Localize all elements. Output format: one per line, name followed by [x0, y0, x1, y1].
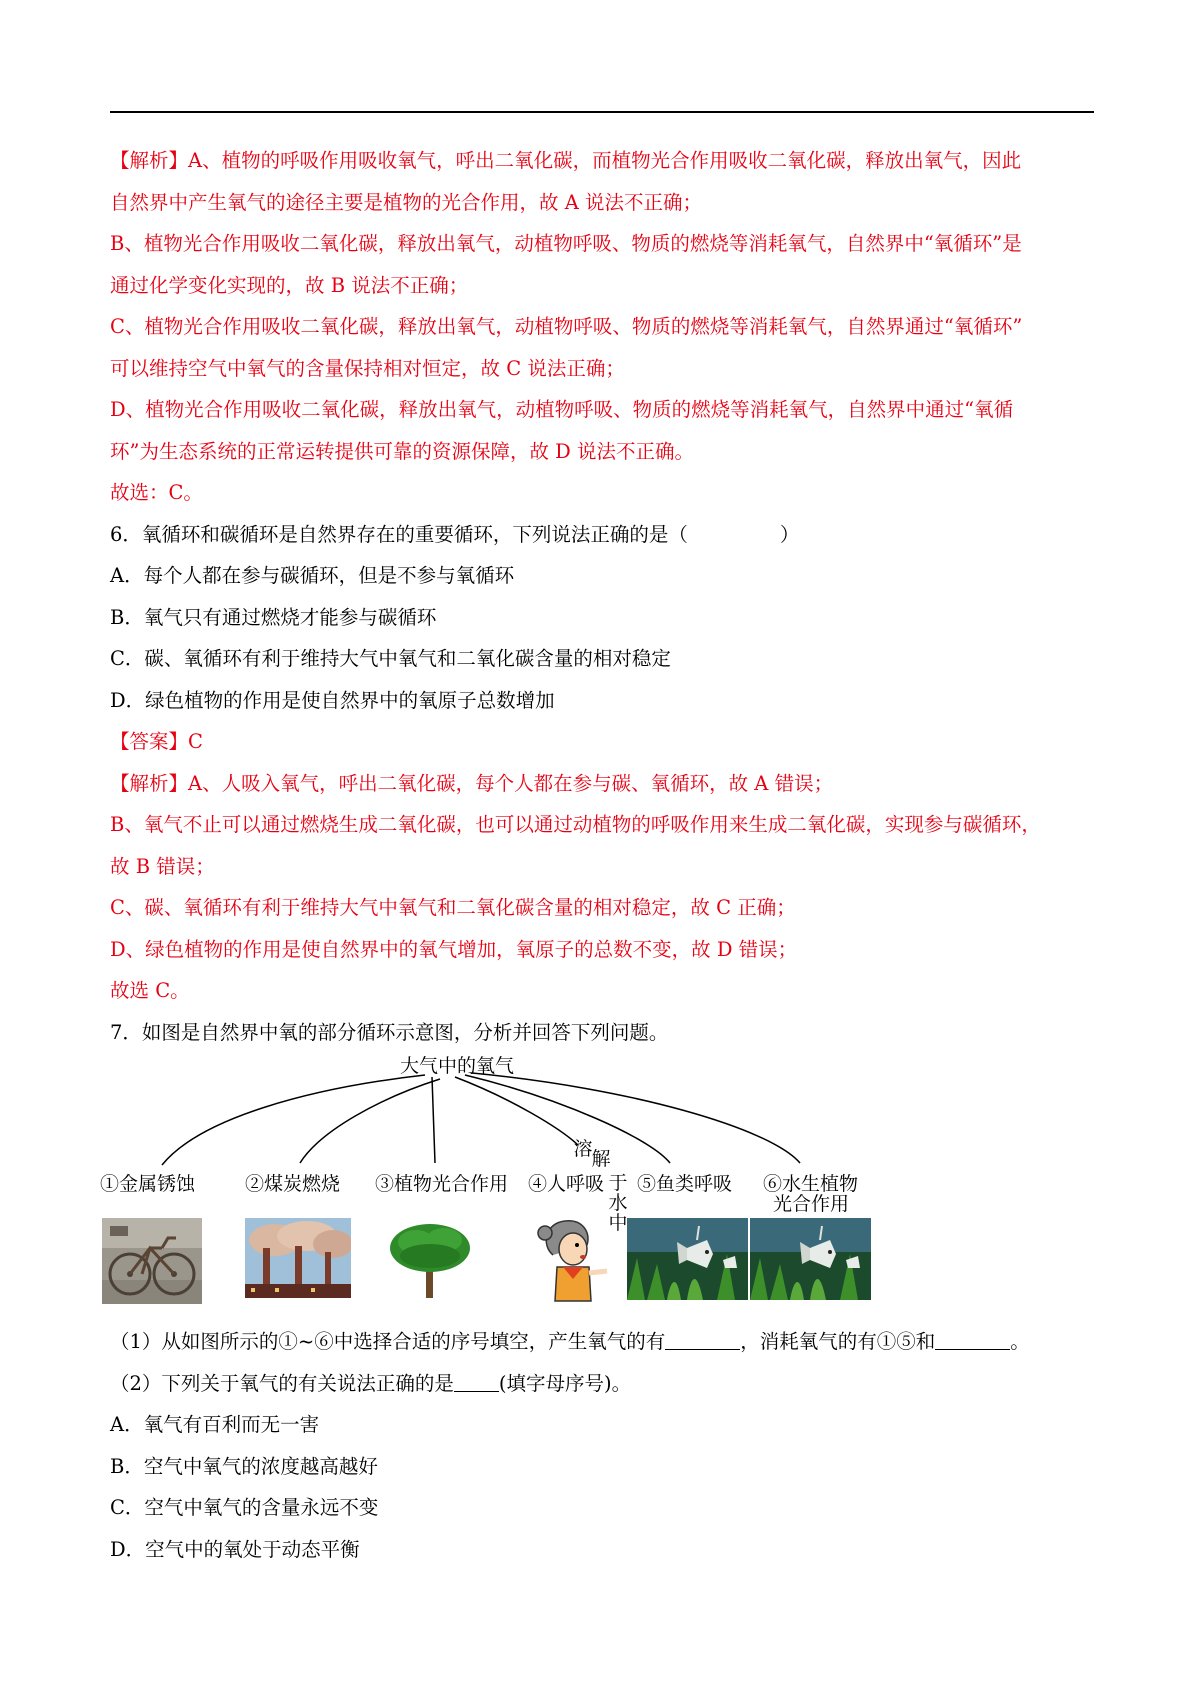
q5-analysis [110, 140, 1100, 514]
answer-value: C [188, 730, 203, 753]
dissolve-char: 溶 [573, 1138, 593, 1160]
option-a: A．氧气有百利而无一害 [110, 1413, 320, 1436]
option-c: C．碳、氧循环有利于维持大气中氧气和二氧化碳含量的相对稳定 [110, 647, 671, 670]
sub-question-2: （2）下列关于氧气的有关说法正确的是 (填字母序号)。 [110, 1371, 632, 1395]
answer-line [110, 721, 1100, 763]
analysis-line: B、氧气不止可以通过燃烧生成二氧化碳，也可以通过动植物的呼吸作用来生成二氧化碳，实现参与碳循环， [110, 813, 1041, 836]
answer-tag: 【答案】 [110, 730, 189, 753]
item-label-2: ②煤炭燃烧 [245, 1173, 341, 1195]
analysis-tag: 【解析】 [110, 149, 189, 172]
analysis-line: 故 B 错误； [110, 854, 215, 878]
oxygen-cycle-diagram [100, 1053, 1100, 1321]
analysis-tag: 【解析】 [110, 771, 189, 795]
item-label-4: ④人呼吸 [528, 1173, 605, 1195]
smokestacks-icon [245, 1218, 351, 1298]
analysis-line: C、植物光合作用吸收二氧化碳，释放出氧气，动植物呼吸、物质的燃烧等消耗氧气，自然界通过“氧循环” [110, 315, 1023, 338]
analysis-line: B、植物光合作用吸收二氧化碳，释放出氧气，动植物呼吸、物质的燃烧等消耗氧气，自然界中“氧循环”是 [110, 232, 1022, 255]
fill-blank[interactable] [454, 1371, 499, 1392]
question-stem: 7．如图是自然界中氧的部分循环示意图，分析并回答下列问题。 [110, 1020, 669, 1044]
dissolve-char: 水 [608, 1192, 628, 1214]
option-d: D．绿色植物的作用是使自然界中的氧原子总数增加 [110, 688, 555, 712]
conclusion-line: 故选 C。 [110, 979, 190, 1002]
analysis-line: 自然界中产生氧气的途径主要是植物的光合作用，故 A 说法不正确； [110, 190, 702, 214]
item-label-3: ③植物光合作用 [375, 1173, 509, 1195]
fill-blank[interactable] [665, 1329, 740, 1350]
option-d: D．空气中的氧处于动态平衡 [110, 1537, 360, 1561]
tree-icon [388, 1218, 472, 1302]
analysis-line: C、碳、氧循环有利于维持大气中氧气和二氧化碳含量的相对稳定，故 C 正确； [110, 896, 796, 919]
analysis-line: 【解析】A、植物的呼吸作用吸收氧气，呼出二氧化碳，而植物光合作用吸收二氧化碳，释放出氧气，因此 [110, 149, 1022, 172]
analysis-line: 通过化学变化实现的，故 B 说法不正确； [110, 273, 469, 297]
fish-tank-icon [750, 1218, 871, 1300]
header-rule [110, 111, 1094, 113]
option-b: B．氧气只有通过燃烧才能参与碳循环 [110, 605, 437, 629]
option-c: C．空气中氧气的含量永远不变 [110, 1496, 379, 1519]
analysis-line: 【解析】A、人吸入氧气，呼出二氧化碳，每个人都在参与碳、氧循环，故 A 错误； [110, 771, 834, 795]
option-a: A．每个人都在参与碳循环，但是不参与氧循环 [110, 564, 515, 587]
analysis-line: D、绿色植物的作用是使自然界中的氧气增加，氧原子的总数不变，故 D 错误； [110, 937, 798, 961]
document-body [100, 140, 1100, 1570]
analysis-line: D、植物光合作用吸收二氧化碳，释放出氧气，动植物呼吸、物质的燃烧等消耗氧气，自然界中通过“氧循 [110, 398, 1014, 421]
atmosphere-oxygen-label: 大气中的氧气 [400, 1055, 515, 1077]
option-b: B．空气中氧气的浓度越高越好 [110, 1454, 378, 1478]
conclusion-line: 故选：C。 [110, 481, 203, 504]
question-7 [100, 1012, 1100, 1571]
dissolve-char: 中 [608, 1212, 628, 1234]
analysis-line: 环”为生态系统的正常运转提供可靠的资源保障，故 D 说法不正确。 [110, 439, 695, 463]
question-6 [110, 514, 1100, 1012]
analysis-line: 可以维持空气中氧气的含量保持相对恒定，故 C 说法正确； [110, 356, 625, 380]
dissolve-char: 解 [591, 1148, 611, 1170]
sub-question-1: （1）从如图所示的①~⑥中选择合适的序号填空，产生氧气的有 ，消耗氧气的有①⑤和 。 [110, 1330, 1030, 1353]
question-stem: 6．氧循环和碳循环是自然界存在的重要循环，下列说法正确的是（ ） [110, 522, 800, 546]
item-label-6-line2: 光合作用 [773, 1193, 850, 1215]
item-label-1: ①金属锈蚀 [100, 1173, 196, 1195]
person-breathing-icon [535, 1215, 615, 1303]
fish-tank-icon [627, 1218, 748, 1300]
item-label-6: ⑥水生植物 [763, 1173, 859, 1195]
item-label-5: ⑤鱼类呼吸 [637, 1173, 733, 1195]
dissolve-char: 于 [608, 1172, 628, 1194]
rusted-bicycle-icon [102, 1218, 202, 1304]
fill-blank[interactable] [935, 1329, 1010, 1350]
